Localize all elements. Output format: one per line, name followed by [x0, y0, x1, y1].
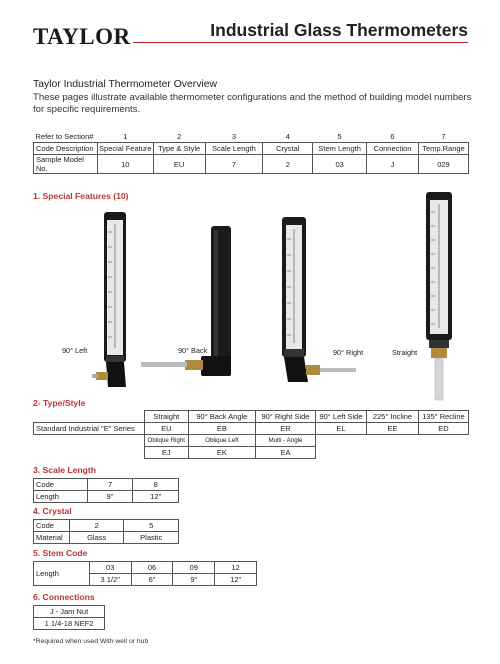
table-cell: 7: [205, 155, 263, 174]
table-cell: 5: [337, 132, 342, 141]
table-cell: EU: [153, 155, 205, 174]
table-cell: 2: [263, 155, 313, 174]
table-row: [34, 423, 469, 435]
table-cell: 029: [418, 155, 468, 174]
table-cell: Plastic: [124, 532, 179, 544]
caption-90-right: 90° Right: [333, 348, 364, 357]
table-header: 135° Recline: [418, 411, 468, 423]
table-row: [34, 143, 469, 155]
blank-cell: [34, 435, 145, 447]
table-header: 90° Right Side: [256, 411, 316, 423]
table-cell: EA: [256, 447, 316, 459]
stem-code-table: [33, 561, 257, 586]
thermometer-90-back-image: [141, 226, 241, 386]
table-cell: 09: [173, 562, 215, 574]
blank-cell: [315, 447, 468, 459]
row-label: Code Description: [34, 143, 98, 155]
table-cell: 10: [97, 155, 153, 174]
table-header: Multi - Angle: [256, 435, 316, 447]
series-label: Standard Industrial "E" Series: [34, 423, 145, 435]
crystal-table: [33, 519, 179, 544]
table-cell: 5: [124, 520, 179, 532]
thermometer-straight-image: [420, 192, 460, 402]
thermometer-90-right-image: [278, 217, 358, 387]
table-header: Oblique Right: [144, 435, 188, 447]
brand-logo: TAYLOR: [33, 24, 131, 49]
table-cell: ED: [418, 423, 468, 435]
table-header: 90° Back Angle: [188, 411, 255, 423]
table-header: Oblique Left: [188, 435, 255, 447]
table-cell: Special Feature: [99, 144, 152, 153]
table-cell: 7: [87, 479, 133, 491]
section-title-crystal: 4. Crystal: [33, 506, 72, 516]
table-cell: 9": [87, 491, 133, 503]
table-row: [34, 411, 469, 423]
table-header: Straight: [144, 411, 188, 423]
connections-table: [33, 605, 105, 630]
row-label: Refer to Section#: [35, 132, 94, 141]
table-cell: 7: [441, 132, 446, 141]
table-cell: J: [367, 155, 419, 174]
section-title-connections: 6. Connections: [33, 592, 95, 602]
table-row: [34, 491, 179, 503]
table-row: [34, 155, 469, 174]
row-label: Code: [34, 479, 88, 491]
table-cell: 1 1/4-18 NEF2: [34, 618, 105, 630]
table-cell: EJ: [144, 447, 188, 459]
table-cell: 9": [173, 574, 215, 586]
overview-heading: Taylor Industrial Thermometer Overview: [33, 79, 218, 90]
table-cell: Scale Length: [205, 143, 263, 155]
table-cell: J - Jam Nut: [34, 606, 105, 618]
row-label: Sample Model No.: [34, 155, 98, 174]
title-underline: [133, 42, 468, 43]
table-row: [34, 532, 179, 544]
section-title-scale-length: 3. Scale Length: [33, 465, 97, 475]
table-cell: 4: [285, 132, 290, 141]
row-label: Length: [34, 491, 88, 503]
scale-length-table: [33, 478, 179, 503]
overview-text: These pages illustrate available thermometer configurations and the method of building model numbers for specific requirements.: [33, 91, 472, 115]
row-label: Length: [34, 562, 90, 586]
table-cell: Crystal: [263, 143, 313, 155]
table-cell: EB: [188, 423, 255, 435]
caption-90-back: 90° Back: [178, 346, 208, 355]
table-cell: 06: [131, 562, 173, 574]
table-cell: 6": [131, 574, 173, 586]
type-style-table: [33, 410, 469, 459]
table-cell: 2: [69, 520, 124, 532]
table-cell: Stem Length: [313, 143, 367, 155]
table-cell: Type & Style: [153, 143, 205, 155]
table-cell: 3: [231, 132, 237, 141]
table-cell: 2: [177, 132, 182, 141]
table-cell: 12": [215, 574, 257, 586]
table-cell: Connection: [367, 143, 419, 155]
table-cell: Temp.Range: [418, 143, 468, 155]
table-cell: 1: [123, 132, 128, 141]
page-title: Industrial Glass Thermometers: [210, 20, 468, 40]
section-title-type-style: 2- Type/Style: [33, 398, 86, 408]
table-cell: 03: [313, 155, 367, 174]
table-row: [34, 562, 257, 574]
thermometer-90-left-image: [92, 212, 138, 392]
table-cell: 6: [390, 132, 395, 141]
table-cell: 12": [133, 491, 179, 503]
table-row: [34, 447, 469, 459]
blank-cell: [34, 447, 145, 459]
caption-90-left: 90° Left: [62, 346, 88, 355]
table-row: [34, 479, 179, 491]
table-row: [34, 520, 179, 532]
footnote: *Required when used With well or hub: [33, 638, 149, 645]
table-cell: 03: [89, 562, 131, 574]
table-header: 225° Incline: [367, 411, 419, 423]
table-cell: ER: [256, 423, 316, 435]
table-cell: EE: [367, 423, 419, 435]
section-title-special-features: 1. Special Features (10): [33, 191, 129, 201]
table-row: [34, 131, 469, 143]
table-row: [34, 435, 469, 447]
table-cell: Glass: [69, 532, 124, 544]
row-label: Material: [34, 532, 70, 544]
table-header: 90° Left Side: [315, 411, 366, 423]
section-title-stem-code: 5. Stem Code: [33, 548, 88, 558]
row-label: Code: [34, 520, 70, 532]
table-row: [34, 606, 105, 618]
table-row: [34, 618, 105, 630]
model-number-table: [33, 131, 469, 174]
blank-cell: [315, 435, 468, 447]
overview: [33, 79, 473, 117]
table-cell: EK: [188, 447, 255, 459]
blank-cell: [34, 411, 145, 423]
table-cell: EL: [315, 423, 366, 435]
table-cell: 12: [215, 562, 257, 574]
table-cell: 8: [133, 479, 179, 491]
table-cell: EU: [144, 423, 188, 435]
table-cell: 3 1/2": [89, 574, 131, 586]
caption-straight: Straight: [392, 348, 418, 357]
